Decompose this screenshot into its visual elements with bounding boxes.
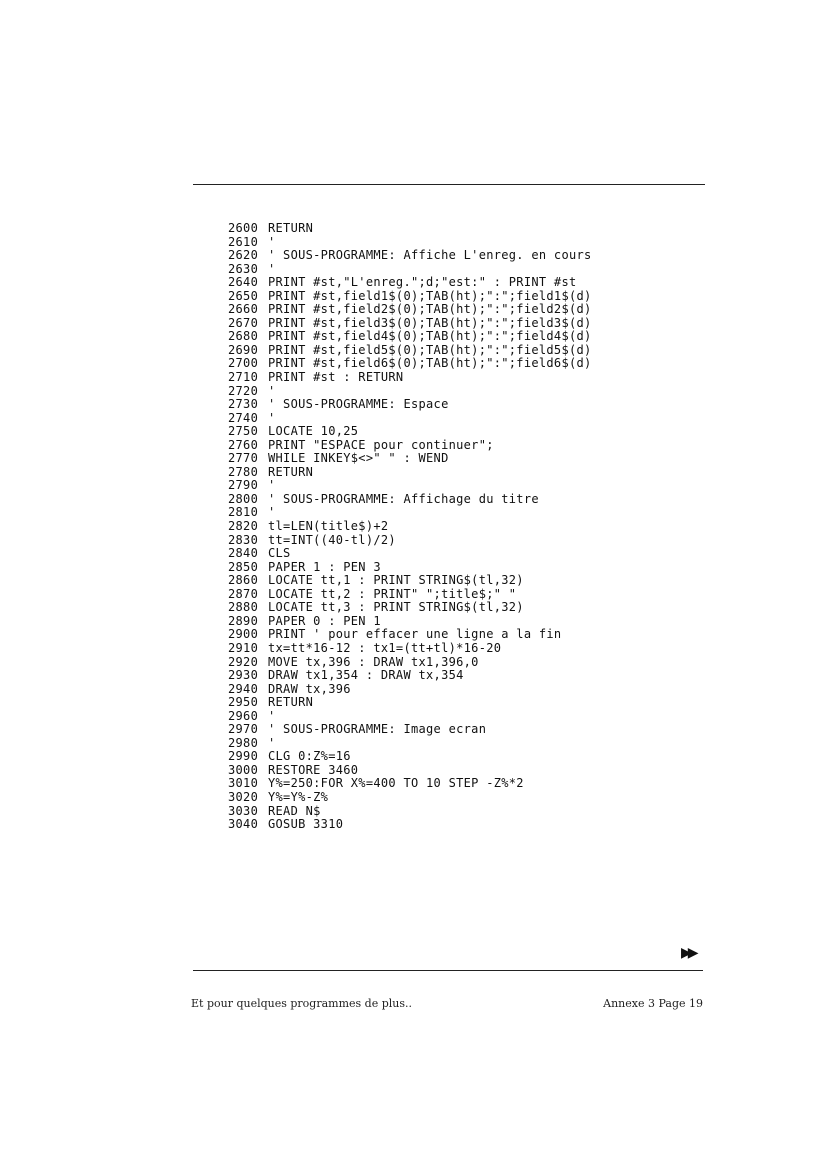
- line-number: 3040: [228, 817, 259, 832]
- line-number: 2720: [228, 383, 259, 398]
- code-line: [228, 357, 592, 371]
- code-line: [228, 222, 592, 236]
- code-line: [228, 303, 592, 317]
- line-number: 3010: [228, 776, 259, 791]
- line-code: ' SOUS-PROGRAMME: Image ecran: [268, 722, 487, 737]
- line-number: 2930: [228, 668, 259, 683]
- line-code: ': [268, 234, 276, 249]
- line-number: 3030: [228, 803, 259, 818]
- code-line: [228, 737, 592, 751]
- line-number: 2700: [228, 356, 259, 371]
- line-code: DRAW tx1,354 : DRAW tx,354: [268, 668, 464, 683]
- code-line: [228, 628, 592, 642]
- line-code: ': [268, 261, 276, 276]
- line-number: 2650: [228, 288, 259, 303]
- code-line: [228, 439, 592, 453]
- line-code: ': [268, 708, 276, 723]
- line-number: 2840: [228, 546, 259, 561]
- code-line: [228, 723, 592, 737]
- code-line: [228, 547, 592, 561]
- line-code: PRINT #st,field3$(0);TAB(ht);":";field3$(d): [268, 315, 592, 330]
- line-code: RETURN: [268, 695, 314, 710]
- line-code: CLG 0:Z%=16: [268, 749, 351, 764]
- line-number: 2860: [228, 573, 259, 588]
- line-number: 2820: [228, 519, 259, 534]
- code-line: [228, 276, 592, 290]
- line-number: 2940: [228, 681, 259, 696]
- line-code: Y%=Y%-Z%: [268, 789, 329, 804]
- line-code: PRINT #st,field5$(0);TAB(ht);":";field5$(d): [268, 342, 592, 357]
- line-code: PRINT "ESPACE pour continuer";: [268, 437, 494, 452]
- code-line: [228, 371, 592, 385]
- line-number: 2740: [228, 410, 259, 425]
- line-code: Y%=250:FOR X%=400 TO 10 STEP -Z%*2: [268, 776, 524, 791]
- line-code: PRINT #st,field1$(0);TAB(ht);":";field1$(d): [268, 288, 592, 303]
- line-code: ': [268, 410, 276, 425]
- line-code: PRINT #st,field2$(0);TAB(ht);":";field2$(d): [268, 302, 592, 317]
- line-number: 2960: [228, 708, 259, 723]
- code-line: [228, 385, 592, 399]
- code-line: [228, 263, 592, 277]
- code-line: [228, 249, 592, 263]
- line-code: ': [268, 735, 276, 750]
- line-code: LOCATE tt,2 : PRINT" ";title$;" ": [268, 586, 517, 601]
- line-number: 2620: [228, 248, 259, 263]
- line-code: LOCATE 10,25: [268, 424, 359, 439]
- code-line: [228, 412, 592, 426]
- line-code: RETURN: [268, 221, 314, 235]
- line-number: 2990: [228, 749, 259, 764]
- line-number: 2810: [228, 505, 259, 520]
- line-code: ' SOUS-PROGRAMME: Espace: [268, 397, 449, 412]
- footer-page-number: Annexe 3 Page 19: [603, 997, 703, 1010]
- line-code: ': [268, 478, 276, 493]
- line-code: ': [268, 383, 276, 398]
- line-code: RESTORE 3460: [268, 762, 359, 777]
- line-code: WHILE INKEY$<>" " : WEND: [268, 451, 449, 466]
- code-line: [228, 236, 592, 250]
- line-number: 2680: [228, 329, 259, 344]
- code-line: [228, 805, 592, 819]
- line-number: 2950: [228, 695, 259, 710]
- line-code: PRINT #st : RETURN: [268, 370, 404, 385]
- header-rule: [193, 184, 705, 185]
- line-number: 2790: [228, 478, 259, 493]
- line-number: 2850: [228, 559, 259, 574]
- line-number: 2900: [228, 627, 259, 642]
- code-line: [228, 696, 592, 710]
- line-code: PAPER 1 : PEN 3: [268, 559, 381, 574]
- line-code: PRINT #st,field4$(0);TAB(ht);":";field4$(d): [268, 329, 592, 344]
- line-code: LOCATE tt,1 : PRINT STRING$(tl,32): [268, 573, 524, 588]
- line-code: ': [268, 505, 276, 520]
- code-line: [228, 710, 592, 724]
- code-line: [228, 398, 592, 412]
- footer-rule: [193, 970, 703, 971]
- line-code: PRINT #st,field6$(0);TAB(ht);":";field6$(d): [268, 356, 592, 371]
- code-line: [228, 317, 592, 331]
- code-line: [228, 601, 592, 615]
- line-number: 2890: [228, 613, 259, 628]
- line-number: 2980: [228, 735, 259, 750]
- code-line: [228, 764, 592, 778]
- line-code: PAPER 0 : PEN 1: [268, 613, 381, 628]
- code-line: [228, 656, 592, 670]
- code-line: [228, 615, 592, 629]
- code-line: [228, 777, 592, 791]
- line-code: ' SOUS-PROGRAMME: Affichage du titre: [268, 491, 539, 506]
- line-number: 3000: [228, 762, 259, 777]
- code-line: [228, 642, 592, 656]
- line-number: 2730: [228, 397, 259, 412]
- code-line: [228, 290, 592, 304]
- line-number: 2910: [228, 640, 259, 655]
- line-code: RETURN: [268, 464, 314, 479]
- code-line: [228, 520, 592, 534]
- line-number: 2970: [228, 722, 259, 737]
- code-line: [228, 452, 592, 466]
- code-line: [228, 344, 592, 358]
- code-line: [228, 588, 592, 602]
- line-code: CLS: [268, 546, 291, 561]
- code-line: [228, 669, 592, 683]
- code-line: [228, 425, 592, 439]
- line-code: tx=tt*16-12 : tx1=(tt+tl)*16-20: [268, 640, 502, 655]
- line-number: 2830: [228, 532, 259, 547]
- line-code: READ N$: [268, 803, 321, 818]
- line-number: 2750: [228, 424, 259, 439]
- code-line: [228, 791, 592, 805]
- code-line: [228, 574, 592, 588]
- line-number: 2630: [228, 261, 259, 276]
- line-number: 2800: [228, 491, 259, 506]
- code-line: [228, 750, 592, 764]
- footer-book-title: Et pour quelques programmes de plus..: [191, 997, 413, 1010]
- line-number: 2870: [228, 586, 259, 601]
- line-code: tt=INT((40-tl)/2): [268, 532, 396, 547]
- line-code: PRINT #st,"L'enreg.";d;"est:" : PRINT #st: [268, 275, 577, 290]
- line-number: 2640: [228, 275, 259, 290]
- code-line: [228, 330, 592, 344]
- line-number: 2780: [228, 464, 259, 479]
- line-number: 2660: [228, 302, 259, 317]
- line-code: MOVE tx,396 : DRAW tx1,396,0: [268, 654, 479, 669]
- code-line: [228, 683, 592, 697]
- line-number: 2690: [228, 342, 259, 357]
- code-line: [228, 479, 592, 493]
- line-number: 2770: [228, 451, 259, 466]
- line-code: DRAW tx,396: [268, 681, 351, 696]
- line-number: 2610: [228, 234, 259, 249]
- line-code: tl=LEN(title$)+2: [268, 519, 389, 534]
- code-line: [228, 466, 592, 480]
- line-code: GOSUB 3310: [268, 817, 344, 832]
- code-line: [228, 506, 592, 520]
- line-number: 2920: [228, 654, 259, 669]
- line-number: 2880: [228, 600, 259, 615]
- code-line: [228, 561, 592, 575]
- line-code: PRINT ' pour effacer une ligne a la fin: [268, 627, 562, 642]
- line-number: 2670: [228, 315, 259, 330]
- line-number: 2760: [228, 437, 259, 452]
- code-listing: [228, 222, 592, 832]
- code-line: [228, 534, 592, 548]
- continue-arrow-icon: ▶▶: [681, 945, 695, 961]
- line-number: 2710: [228, 370, 259, 385]
- line-number: 3020: [228, 789, 259, 804]
- line-code: ' SOUS-PROGRAMME: Affiche L'enreg. en cours: [268, 248, 592, 263]
- line-code: LOCATE tt,3 : PRINT STRING$(tl,32): [268, 600, 524, 615]
- line-number: 2600: [228, 221, 259, 235]
- code-line: [228, 493, 592, 507]
- code-line: [228, 818, 592, 832]
